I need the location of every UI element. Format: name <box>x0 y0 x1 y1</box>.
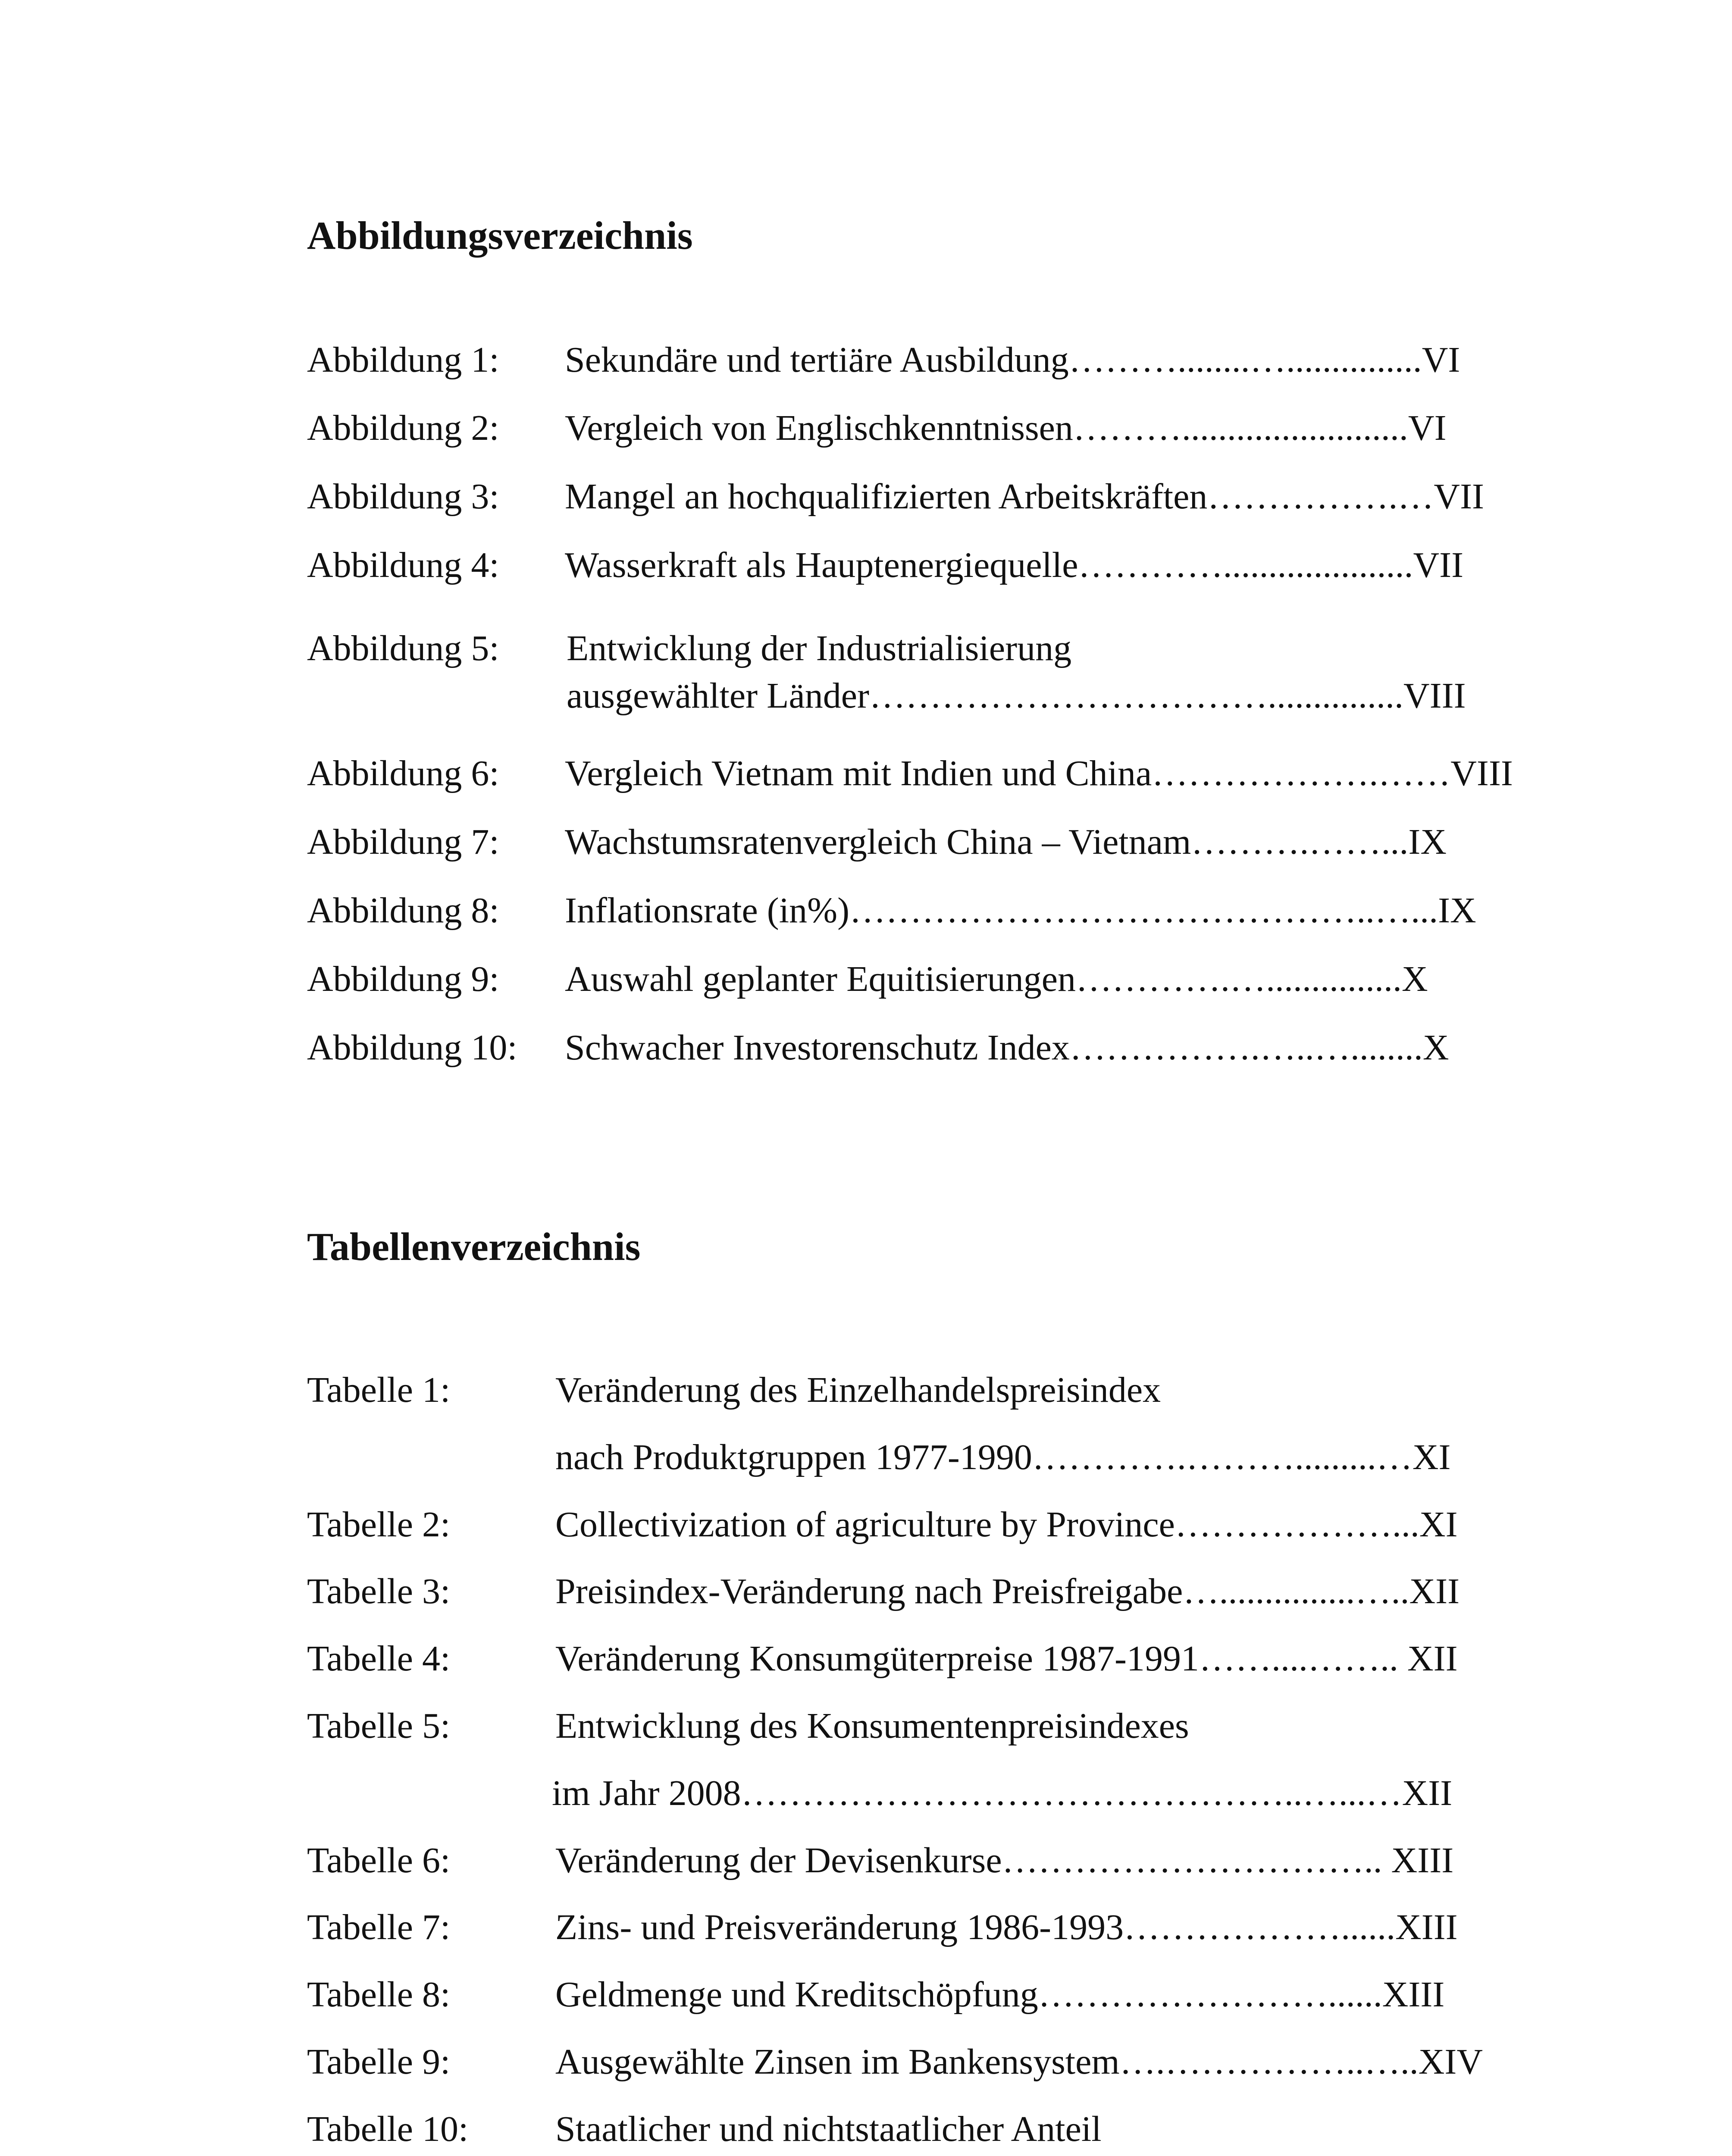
table-title: Veränderung Konsumgüterpreise 1987-1991……....…….. XII <box>555 1639 1458 1679</box>
table-label: Tabelle 4: <box>307 1639 451 1679</box>
table-title: Collectivization of agriculture by Province………………...XI <box>555 1504 1458 1545</box>
table-title-continuation: im Jahr 2008………………………………………..…...…XII <box>552 1773 1453 1813</box>
figures-heading: Abbildungsverzeichnis <box>307 213 693 257</box>
table-title-continuation: nach Produktgruppen 1977-1990………….……….........…XI <box>555 1437 1451 1477</box>
figure-label: Abbildung 6: <box>307 753 499 793</box>
figure-label: Abbildung 5: <box>307 628 499 668</box>
tables-heading: Tabellenverzeichnis <box>307 1225 641 1269</box>
table-label: Tabelle 6: <box>307 1840 451 1880</box>
figure-label: Abbildung 2: <box>307 408 499 448</box>
table-label: Tabelle 1: <box>307 1370 451 1410</box>
table-title: Ausgewählte Zinsen im Bankensystem….……………..…..XIV <box>555 2042 1483 2082</box>
table-label: Tabelle 7: <box>307 1907 451 1947</box>
table-label: Tabelle 9: <box>307 2042 451 2082</box>
figure-label: Abbildung 8: <box>307 890 499 931</box>
table-label: Tabelle 5: <box>307 1706 451 1746</box>
table-label: Tabelle 2: <box>307 1504 451 1545</box>
figure-title: Entwicklung der Industrialisierung <box>567 628 1072 668</box>
table-title: Entwicklung des Konsumentenpreisindexes <box>555 1706 1189 1746</box>
figure-title: Vergleich von Englischkenntnissen……….........................VI <box>565 408 1447 448</box>
figure-label: Abbildung 1: <box>307 340 499 380</box>
figure-title: Wachstumsratenvergleich China – Vietnam……….……...IX <box>565 822 1447 862</box>
figure-label: Abbildung 10: <box>307 1028 517 1068</box>
table-title: Zins- und Preisveränderung 1986-1993………………......XIII <box>555 1907 1458 1947</box>
table-label: Tabelle 10: <box>307 2109 469 2149</box>
figure-title: Inflationsrate (in%)……………………………………..…...IX <box>565 890 1476 931</box>
table-title: Geldmenge und Kreditschöpfung……………………......XIII <box>555 1974 1445 2015</box>
figure-title: Auswahl geplanter Equitisierungen………….…...............X <box>565 959 1428 999</box>
table-label: Tabelle 3: <box>307 1571 451 1611</box>
figure-title: Mangel an hochqualifizierten Arbeitskräften…………….…VII <box>565 476 1485 517</box>
figure-label: Abbildung 3: <box>307 476 499 517</box>
table-title: Veränderung der Devisenkurse………………………….. XIII <box>555 1840 1454 1880</box>
table-title: Staatlicher und nichtstaatlicher Anteil <box>555 2109 1102 2149</box>
figure-title: Schwacher Investorenschutz Index…………….…..…........X <box>565 1028 1449 1068</box>
figure-label: Abbildung 7: <box>307 822 499 862</box>
figure-label: Abbildung 9: <box>307 959 499 999</box>
figure-label: Abbildung 4: <box>307 545 499 585</box>
table-label: Tabelle 8: <box>307 1974 451 2015</box>
figure-title: Sekundäre und tertiäre Ausbildung………........…...............VI <box>565 340 1460 380</box>
figure-title-continuation: ausgewählter Länder……………………………...............VIII <box>567 676 1466 716</box>
table-title: Preisindex-Veränderung nach Preisfreigabe…...............…..XII <box>555 1571 1460 1611</box>
figure-title: Wasserkraft als Hauptenergiequelle………….....................VII <box>565 545 1464 585</box>
table-title: Veränderung des Einzelhandelspreisindex <box>555 1370 1161 1410</box>
figure-title: Vergleich Vietnam mit Indien und China……………….……VIII <box>565 753 1513 793</box>
